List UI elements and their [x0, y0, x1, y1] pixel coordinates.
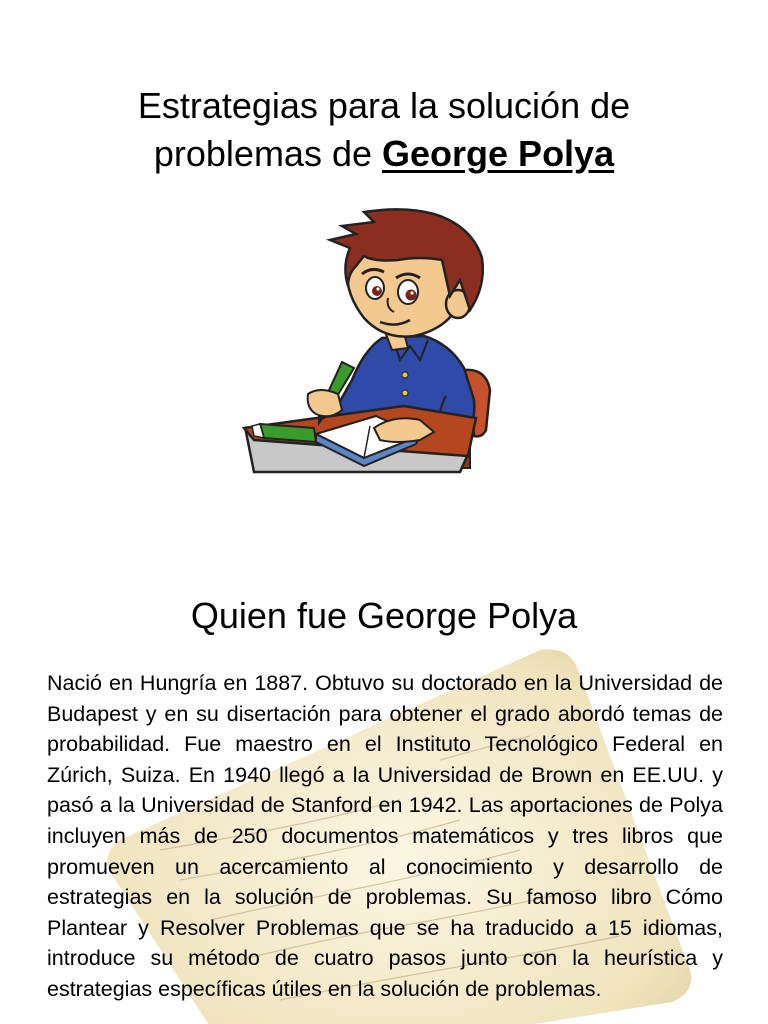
biography-slide	[0, 560, 768, 1024]
author-name: George Polya	[382, 133, 615, 174]
title-line-1: Estrategias para la solución de	[137, 85, 631, 126]
title-line-2	[0, 130, 768, 178]
student-writing-icon	[224, 200, 528, 490]
title-prefix: problemas de	[153, 133, 383, 174]
slide-title	[0, 82, 768, 178]
section-heading: Quien fue George Polya	[190, 595, 578, 636]
biography-paragraph: Nació en Hungría en 1887. Obtuvo su doctorado en la Universidad de Budapest y en su disertación para obtener el grado abordó temas de probabilidad. Fue maestro en el Instituto Tecnológico Federal en Zúrich, Suiza. En 1940 llegó a la Universidad de Brown en EE.UU. y pasó a la Universidad de Stanford en 1942. Las aportaciones de Polya incluyen más de 250 documentos matemáticos y tres libros que promueven un acercamiento al conocimiento y desarrollo de estrategias en la solución de problemas. Su famoso libro Cómo Plantear y Resolver Problemas que se ha traducido a 15 idiomas, introduce su método de cuatro pasos junto con la heurística y estrategias específicas útiles en la solución de problemas.	[47, 671, 723, 1001]
